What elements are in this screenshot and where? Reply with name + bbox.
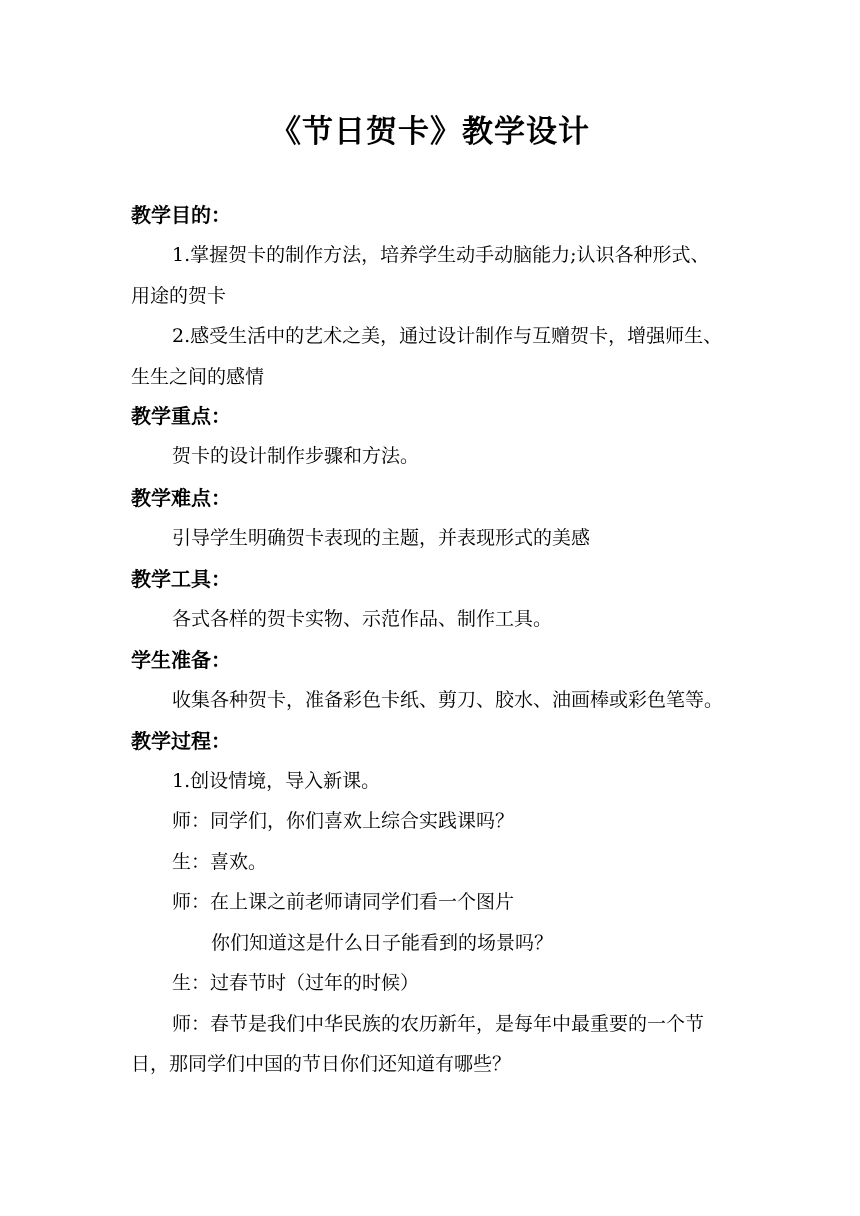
process-heading: 教学过程： (131, 729, 231, 753)
objective-1-line-2: 用途的贺卡 (131, 285, 227, 307)
process-line: 师：春节是我们中华民族的农历新年，是每年中最重要的一个节 (172, 1013, 705, 1035)
process-line: 师：在上课之前老师请同学们看一个图片 (172, 891, 515, 913)
process-line: 师：同学们，你们喜欢上综合实践课吗？ (172, 810, 515, 832)
difficulties-text: 引导学生明确贺卡表现的主题，并表现形式的美感 (172, 527, 591, 549)
student-prep-heading: 学生准备： (131, 648, 231, 672)
process-line: 日，那同学们中国的节日你们还知道有哪些？ (131, 1053, 512, 1075)
process-line: 1.创设情境，导入新课。 (172, 770, 381, 792)
difficulties-heading: 教学难点： (131, 486, 231, 510)
objective-1-line-1: 1.掌握贺卡的制作方法，培养学生动手动脑能力;认识各种形式、 (172, 244, 710, 266)
key-points-text: 贺卡的设计制作步骤和方法。 (172, 445, 420, 467)
student-prep-text: 收集各种贺卡，准备彩色卡纸、剪刀、胶水、油画棒或彩色笔等。 (172, 689, 724, 711)
process-line: 生：过春节时（过年的时候） (172, 972, 420, 994)
tools-text: 各式各样的贺卡实物、示范作品、制作工具。 (172, 608, 553, 630)
objective-2-line-1: 2.感受生活中的艺术之美，通过设计制作与互赠贺卡，增强师生、 (172, 325, 723, 347)
objectives-heading: 教学目的： (131, 203, 231, 227)
objective-2-line-2: 生生之间的感情 (131, 366, 265, 388)
process-line: 生：喜欢。 (172, 851, 268, 873)
document-title: 《节日贺卡》教学设计 (270, 114, 590, 150)
process-line: 你们知道这是什么日子能看到的场景吗？ (211, 932, 554, 954)
key-points-heading: 教学重点： (131, 404, 231, 428)
tools-heading: 教学工具： (131, 567, 231, 591)
